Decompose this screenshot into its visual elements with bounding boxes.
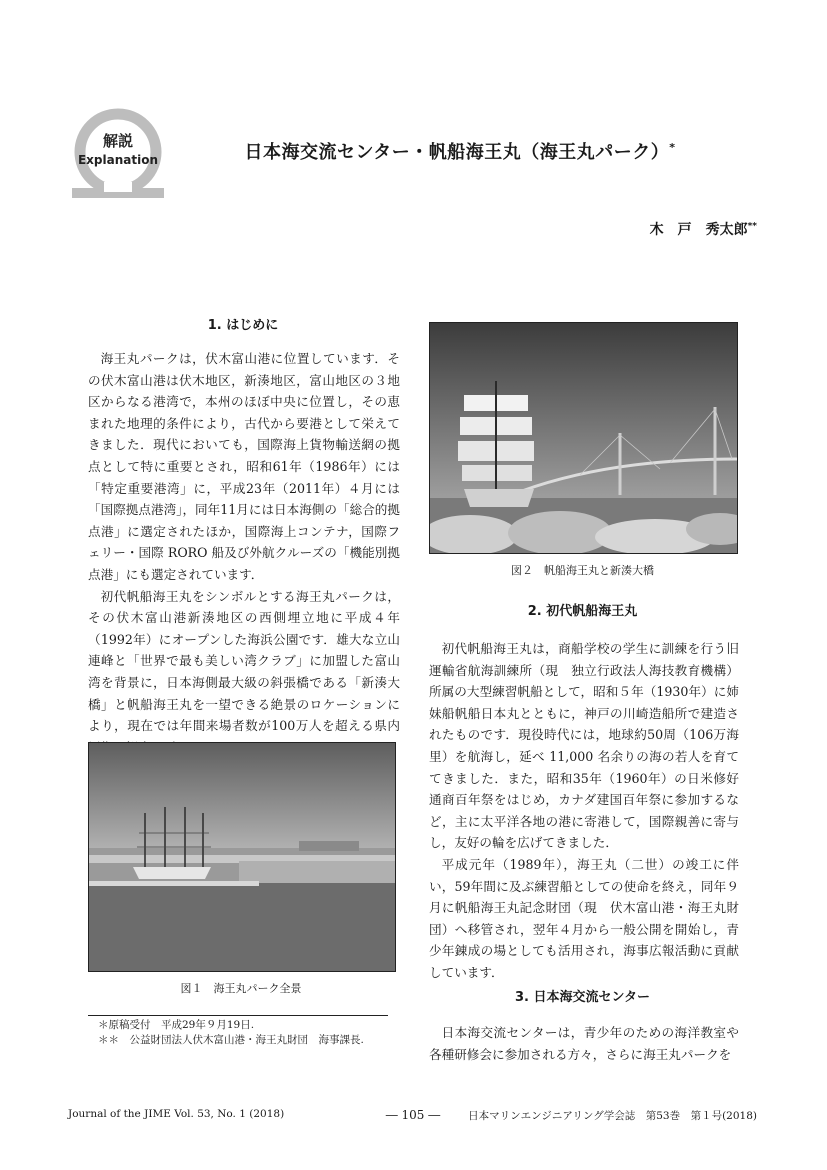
footnote-received: ＊原稿受付 平成29年９月19日.	[98, 1019, 255, 1031]
badge-label-en: Explanation	[77, 153, 158, 167]
section-3-heading: 3. 日本海交流センター	[515, 990, 650, 1005]
figure-1-photo	[88, 742, 396, 972]
figure-2-photo	[429, 322, 738, 554]
section-1-heading: 1. はじめに	[207, 318, 279, 333]
figure-2-caption: 図２ 帆船海王丸と新湊大橋	[511, 564, 654, 577]
section-2-heading: 2. 初代帆船海王丸	[527, 604, 638, 619]
section-2-paragraph: 初代帆船海王丸は，商船学校の学生に訓練を行う旧運輸省航海訓練所（現 独立行政法人海技教育機構）所属の大型練習帆船として，昭和５年（1930年）に姉妹船帆船日本丸とともに，神戸の川崎造船所で建造されたものです．現役時代には，地球約50周（106万海里）を航海し，延べ 11,000 名余りの海の若人を育ててきました．また，昭和35年（1960年）の日米修好通商百年祭をはじめ，カナダ建国百年祭に参加するなど，主に太平洋各地の港に寄港して，国際親善に寄与し，友好の輪を広げてきました．	[429, 641, 739, 851]
badge-label-ja: 解説	[102, 132, 133, 150]
section-1-body	[88, 348, 400, 758]
section-2-body	[429, 638, 739, 984]
footer-page-number: ― 105 ―	[385, 1108, 441, 1122]
section-1-paragraph: 初代帆船海王丸をシンボルとする海王丸パークは，その伏木富山港新湊地区の西側埋立地に平成４年（1992年）にオープンした海浜公園です．雄大な立山連峰と「世界で最も美しい湾クラブ」に加盟した富山湾を背景に，日本海側最大級の斜張橋である「新湊大橋」と帆船海王丸を一望できる絶景のロケーションにより，現在では年間来場者数が100万人を超える県内	[88, 588, 400, 734]
section-3-body	[429, 1022, 739, 1065]
footer-journal-ja: 日本マリンエンジニアリング学会誌 第53巻 第１号(2018)	[468, 1110, 757, 1122]
footnote-affiliation: ＊＊ 公益財団法人伏木富山港・海王丸財団 海事課長.	[98, 1034, 364, 1046]
explanation-badge-icon	[70, 102, 166, 200]
section-1-paragraph: 海王丸パークは，伏木富山港に位置しています．その伏木富山港は伏木地区，新湊地区，富山地区の３地区からなる港湾で，本州のほぼ中央に位置し，その恵まれた地理的条件により，古代から要港として栄えてきました．現代においても，国際海上貨物輸送網の拠点として特に重要とされ，昭和61年（1986年）には「特定重要港湾」に，平成23年（2011年）４月には「国際拠点港湾」，同年11月には日本海側の「総合的拠点港」に選定されたほか，国際海上コンテナ，国際フェリー・国際 RORO 船及び外航クルーズの「機能別拠点港」にも選定されています．	[88, 351, 400, 582]
footnote-rule	[88, 1015, 388, 1016]
article-title: 日本海交流センター・帆船海王丸（海王丸パーク）*	[244, 141, 676, 163]
footer-journal: Journal of the JIME Vol. 53, No. 1 (2018)	[68, 1108, 285, 1120]
article-author: 木 戸 秀太郎**	[649, 221, 757, 238]
figure-1-caption: 図１ 海王丸パーク全景	[180, 982, 302, 995]
section-3-paragraph: 日本海交流センターは，青少年のための海洋教室や各種研修会に参加される方々，さらに海王丸パークを	[429, 1025, 739, 1062]
section-2-paragraph: 平成元年（1989年），海王丸（二世）の竣工に伴い，59年間に及ぶ練習船としての使命を終え，同年９月に帆船海王丸記念財団（現 伏木富山港・海王丸財団）へ移管され，翌年４月から一般公開を開始し，青少年錬成の場としても活用され，海事広報活動に貢献しています．	[429, 856, 739, 980]
